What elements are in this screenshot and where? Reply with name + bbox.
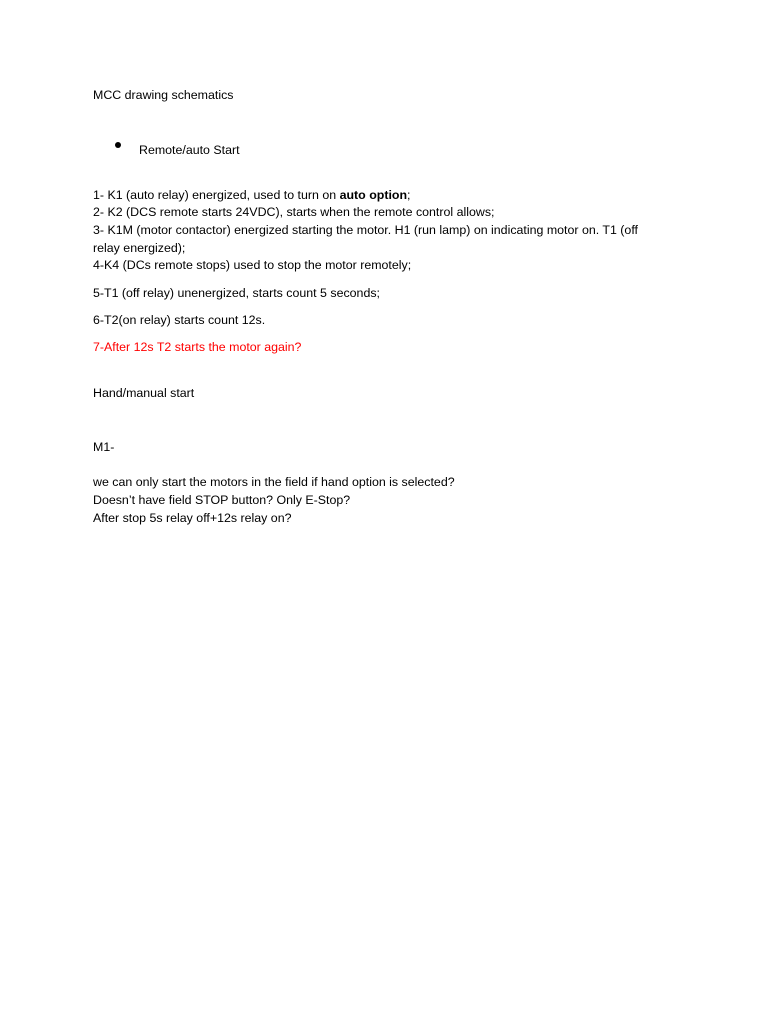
step-1 xyxy=(93,186,411,204)
step-5: 5-T1 (off relay) unenergized, starts count 5 seconds; xyxy=(93,286,380,300)
step-3-line-1: 3- K1M (motor contactor) energized starting the motor. H1 (run lamp) on indicating motor on. T1 (off xyxy=(93,223,638,237)
bullet-item-remote-auto-start: Remote/auto Start xyxy=(139,143,240,157)
hand-manual-heading: Hand/manual start xyxy=(93,386,195,400)
step-2: 2- K2 (DCS remote starts 24VDC), starts when the remote control allows; xyxy=(93,205,495,219)
step-1-text: 1- K1 (auto relay) energized, used to turn on xyxy=(93,188,340,202)
step-4: 4-K4 (DCs remote stops) used to stop the motor remotely; xyxy=(93,258,412,272)
step-6: 6-T2(on relay) starts count 12s. xyxy=(93,313,266,327)
question-2: Doesn’t have field STOP button? Only E-Stop? xyxy=(93,493,351,507)
question-3: After stop 5s relay off+12s relay on? xyxy=(93,511,292,525)
document-title: MCC drawing schematics xyxy=(93,88,234,102)
step-1-bold-text: auto option xyxy=(339,188,408,202)
bullet-dot-icon xyxy=(115,142,121,148)
m1-label: M1- xyxy=(93,440,115,454)
question-1: we can only start the motors in the field if hand option is selected? xyxy=(93,475,455,489)
step-1-end: ; xyxy=(407,188,411,202)
step-3-line-2: relay energized); xyxy=(93,241,186,255)
step-7: 7-After 12s T2 starts the motor again? xyxy=(93,340,302,354)
